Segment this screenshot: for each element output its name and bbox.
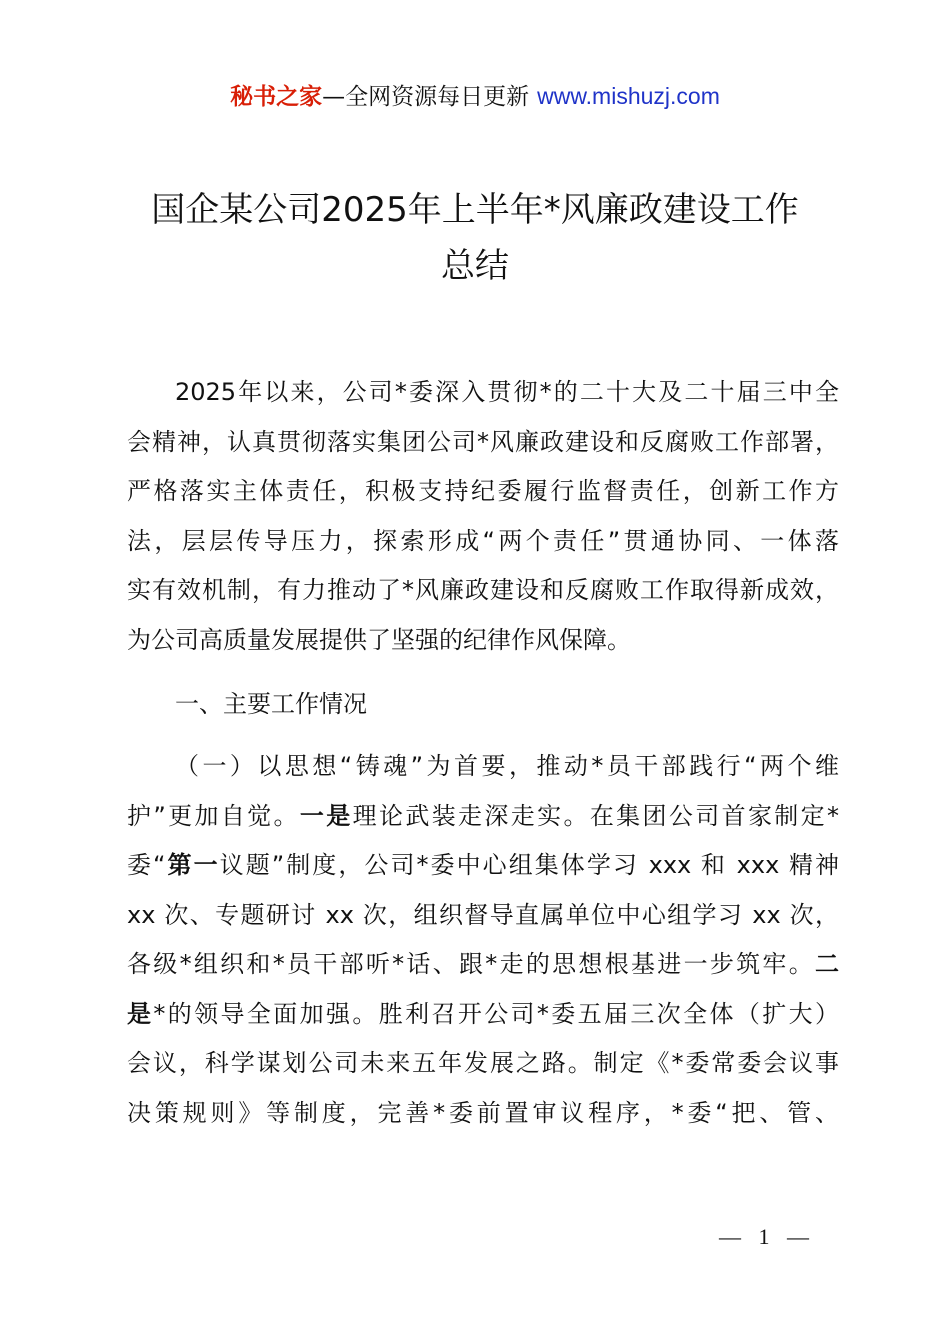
- subsection-1-paragraph: [127, 742, 839, 1138]
- emphasis-first: 一是: [299, 801, 353, 830]
- text-line: [127, 940, 839, 990]
- title-line-1: 国企某公司2025年上半年*风廉政建设工作: [151, 190, 799, 230]
- text-line: 法，层层传导压力，探索形成“两个责任”贯通协同、一体落: [127, 526, 839, 555]
- page-number: — 1 —: [719, 1224, 815, 1249]
- text-line: [127, 792, 839, 842]
- text-line: 会精神，认真贯彻落实集团公司*风廉政建设和反腐败工作部署，: [127, 427, 839, 456]
- text-line: 实有效机制，有力推动了*风廉政建设和反腐败工作取得新成效，: [127, 576, 839, 604]
- text-fragment: 护”更加自觉。: [127, 801, 300, 830]
- section-heading: [127, 680, 839, 730]
- text-line: 会议，科学谋划公司未来五年发展之路。制定《*委常委会议事: [127, 1049, 839, 1077]
- text-line: [127, 841, 839, 891]
- text-line: 为公司高质量发展提供了坚强的纪律作风保障。: [127, 625, 631, 654]
- text-line: （一）以思想“铸魂”为首要，推动*员干部践行“两个维: [175, 752, 839, 780]
- site-banner: [0, 80, 950, 113]
- document-title: [100, 182, 850, 294]
- text-fragment: *的领导全面加强。胜利召开公司*委五届三次全体（扩大）: [153, 999, 840, 1028]
- text-fragment: 各级*组织和*员干部听*话、跟*走的思想根基进一步筑牢。: [127, 950, 815, 978]
- text-line: [127, 990, 839, 1040]
- text-fragment: 议题”制度，公司*委中心组集体学习 xxx 和 xxx 精神: [219, 851, 840, 879]
- site-url-link[interactable]: www.mishuzj.com: [537, 83, 720, 109]
- banner-tagline: —全网资源每日更新: [322, 84, 530, 110]
- text-line: 严格落实主体责任，积极支持纪委履行监督责任，创新工作方: [127, 477, 839, 505]
- title-line-2: 总结: [441, 246, 509, 286]
- emphasis-first-topic: 第一: [165, 851, 220, 879]
- text-line: xx 次、专题研讨 xx 次，组织督导直属单位中心组学习 xx 次，: [127, 900, 839, 929]
- section-1-heading: 一、主要工作情况: [175, 690, 367, 718]
- emphasis-second: 二: [815, 950, 839, 978]
- text-fragment: 委“: [127, 851, 166, 879]
- text-line: 2025年以来，公司*委深入贯彻*的二十大及二十届三中全: [175, 378, 839, 406]
- emphasis-second-cont: 是: [127, 999, 154, 1028]
- text-fragment: 理论武装走深走实。在集团公司首家制定*: [352, 801, 840, 830]
- intro-paragraph: [127, 368, 839, 665]
- brand-name: 秘书之家: [230, 84, 323, 110]
- text-line: 决策规则》等制度，完善*委前置审议程序，*委“把、管、: [127, 1098, 839, 1127]
